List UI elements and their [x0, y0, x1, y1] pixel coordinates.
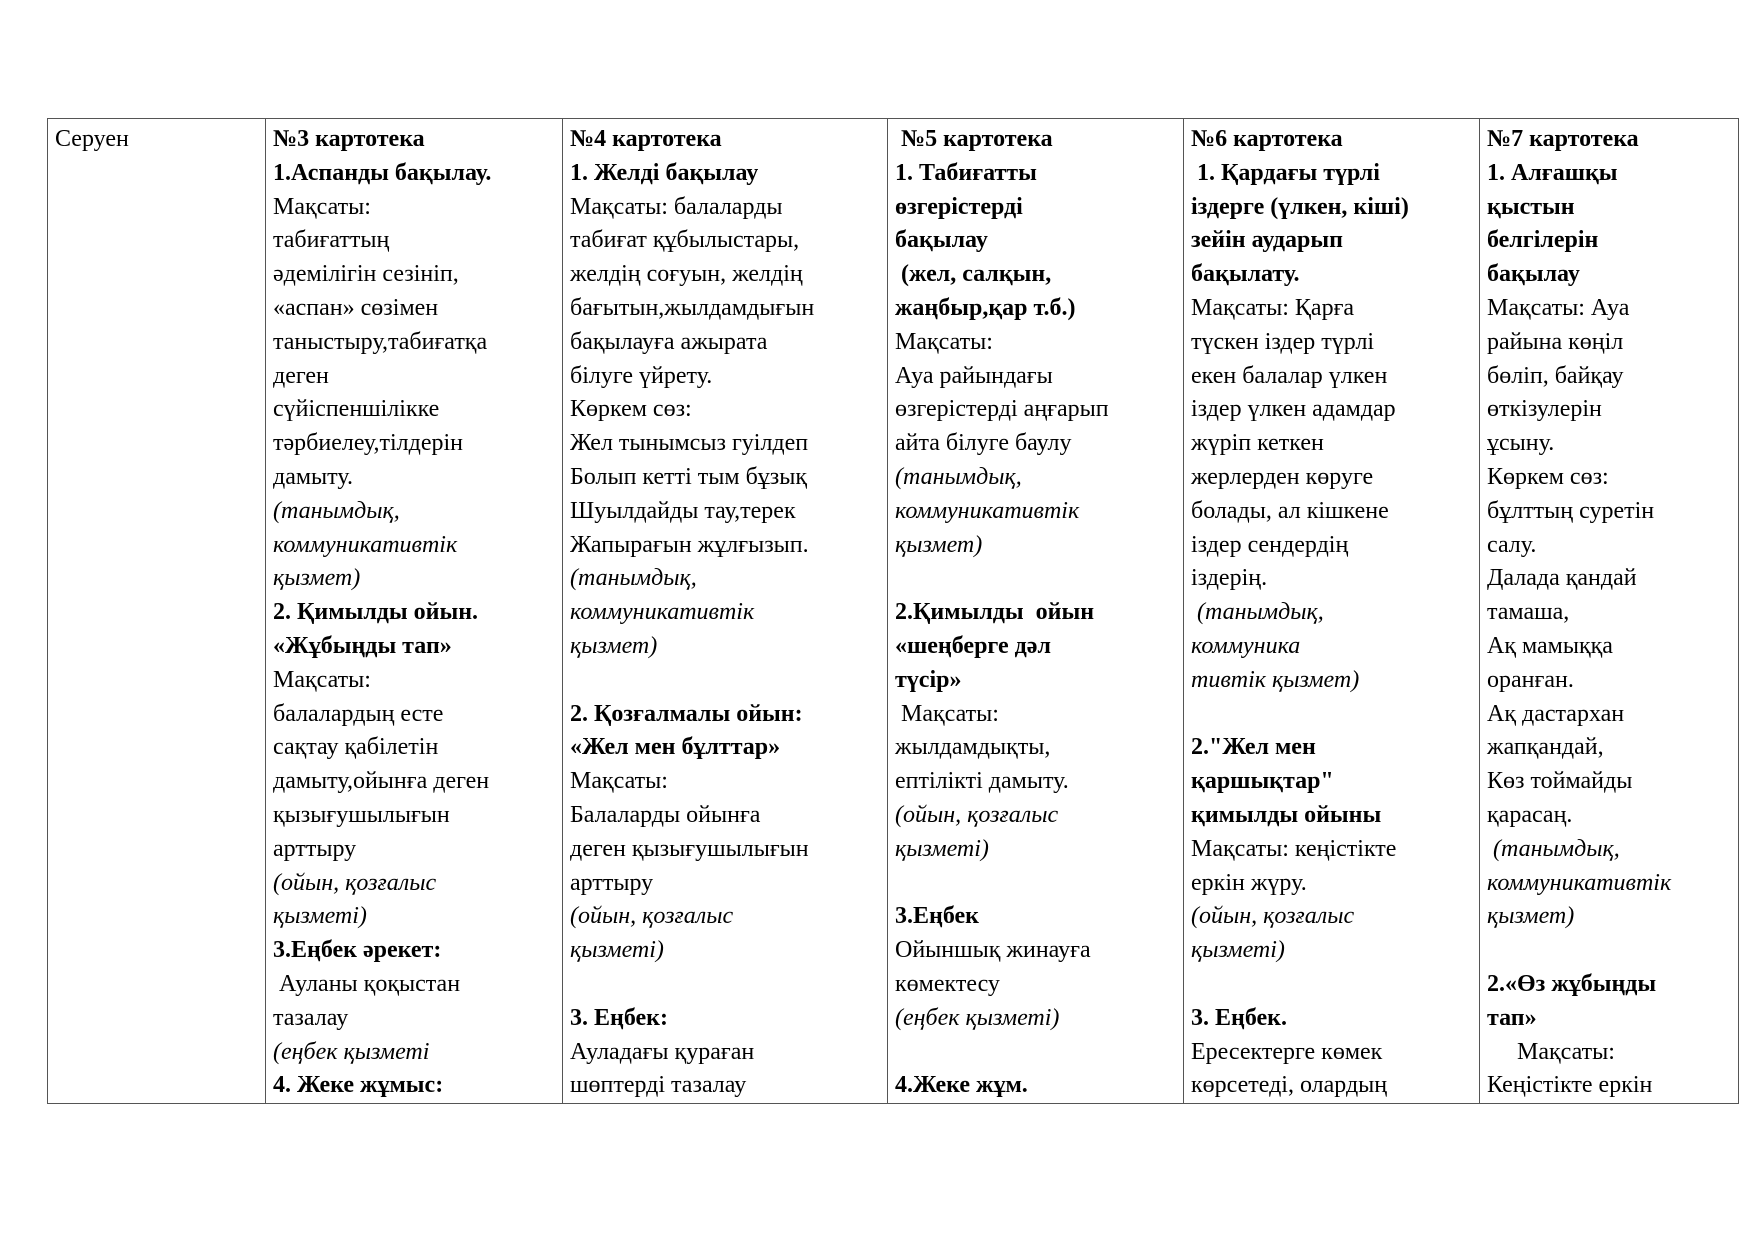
card-text-line: табиғат құбылыстары, [570, 227, 800, 254]
card-text-line: 4. Жеке жұмыс: [273, 1072, 444, 1099]
card-text-line [570, 664, 880, 698]
card-text-line: №4 картотека [570, 126, 722, 152]
card-text-line: қызмет) [895, 531, 983, 558]
card-text-line [1191, 698, 1472, 732]
card-text-line: таныстыру,табиғатқа [273, 328, 488, 355]
card-text-line: Ақ дастархан [1487, 700, 1625, 727]
card-text-line: «аспан» сөзімен [273, 294, 439, 321]
card-text-line: «Жұбыңды тап» [273, 632, 452, 659]
card-3-cell [266, 119, 563, 1104]
card-text-line: балалардың есте [273, 700, 444, 727]
card-text-line: 3.Еңбек әрекет: [273, 937, 442, 964]
card-4-cell [563, 119, 888, 1104]
card-text-line: түсір» [895, 666, 962, 693]
card-text-line: қызметі) [273, 903, 367, 930]
card-text-line: №7 картотека [1487, 126, 1639, 152]
card-text-line: (танымдық, [273, 497, 400, 524]
card-text-line: Жапырағын жұлғызып. [570, 531, 809, 558]
card-text-line [1191, 968, 1472, 1002]
card-text-line: өткізулерін [1487, 396, 1602, 423]
card-text-line: қызметі) [570, 937, 664, 964]
card-text-line: бақылау [895, 227, 988, 254]
card-text-line: бақылауға ажырата [570, 328, 768, 355]
card-text-line: (ойын, қозғалыс [895, 801, 1059, 828]
card-text-line: (еңбек қызметі [273, 1038, 430, 1065]
card-text-line: (танымдық, [895, 463, 1022, 490]
card-text-line: Ойыншық жинауға [895, 937, 1091, 964]
card-text-line: сүйіспеншілікке [273, 396, 440, 423]
card-text-line: 1. Табиғатты [895, 159, 1037, 186]
row-label-cell [48, 119, 266, 1104]
card-text-line: Көз тоймайды [1487, 768, 1633, 795]
card-text-line: (ойын, қозғалыс [570, 903, 734, 930]
card-text-line: тамаша, [1487, 599, 1570, 626]
card-text-line: қызметі) [895, 835, 989, 862]
card-text-line: Болып кетті тым бұзық [570, 463, 808, 490]
card-text-line: бақылау [1487, 261, 1580, 288]
card-text-line: көмектесу [895, 970, 1000, 997]
card-text-line: Балаларды ойынға [570, 801, 761, 828]
card-text-line: қызығушылығын [273, 801, 450, 828]
card-text-line [895, 867, 1176, 901]
card-text-line [570, 968, 880, 1002]
card-text-line: 1. Қардағы түрлі [1191, 159, 1380, 186]
row-label: Серуен [55, 126, 129, 152]
card-text-line: Ауладағы қураған [570, 1038, 755, 1065]
card-text-line: 4.Жеке жұм. [895, 1072, 1028, 1099]
card-text-line: түскен іздер түрлі [1191, 328, 1375, 355]
card-text-line: екен балалар үлкен [1191, 362, 1388, 389]
card-text-line: қыстын [1487, 193, 1575, 220]
card-7-cell [1480, 119, 1739, 1104]
card-text-line: (танымдық, [570, 565, 697, 592]
card-text-line: №6 картотека [1191, 126, 1343, 152]
card-text-line: деген қызығушылығын [570, 835, 809, 862]
card-text-line: (ойын, қозғалыс [273, 869, 437, 896]
card-text-line [895, 562, 1176, 596]
card-text-line: (еңбек қызметі) [895, 1004, 1060, 1031]
card-text-line: оранған. [1487, 666, 1574, 693]
card-text-line: зейін аударып [1191, 227, 1343, 254]
card-text-line: айта білуге баулу [895, 430, 1072, 457]
card-text-line: тап» [1487, 1004, 1537, 1031]
card-text-line: жерлерден көруге [1191, 463, 1374, 490]
card-text-line: жүріп кеткен [1191, 430, 1324, 457]
card-text-line: коммуникативтік [895, 497, 1080, 524]
card-5-cell [888, 119, 1184, 1104]
table-row [48, 119, 1739, 1104]
card-text-line: табиғаттың [273, 227, 390, 254]
card-text-line: коммуникативтік [273, 531, 458, 558]
card-text-line: болады, ал кішкене [1191, 497, 1389, 524]
card-text-line: Мақсаты: кеңістікте [1191, 835, 1397, 862]
card-text-line: тивтік қызмет) [1191, 666, 1360, 693]
card-text-line: (танымдық, [1487, 835, 1620, 862]
card-text-line: қимылды ойыны [1191, 801, 1382, 828]
card-text-line: шөптерді тазалау [570, 1072, 747, 1099]
card-text-line: Көркем сөз: [1487, 463, 1609, 490]
card-text-line: Мақсаты: [1487, 1038, 1615, 1065]
card-text-line: дамыту. [273, 463, 353, 490]
card-text-line: әдемілігін сезініп, [273, 261, 459, 288]
card-text-line: желдің соғуын, желдің [570, 261, 803, 288]
card-text-line: еркін жүру. [1191, 869, 1307, 896]
card-text-line: қызметі) [1191, 937, 1285, 964]
card-text-line: іздерің. [1191, 565, 1268, 592]
card-text-line: бақылату. [1191, 261, 1300, 288]
card-text-line: өзгерістерді аңғарып [895, 396, 1109, 423]
card-text-line: қызмет) [273, 565, 361, 592]
card-text-line: тәрбиелеу,тілдерін [273, 430, 463, 457]
card-text-line: қызмет) [570, 632, 658, 659]
card-text-line [1487, 934, 1731, 968]
card-text-line: қызмет) [1487, 903, 1575, 930]
card-text-line: 3.Еңбек [895, 903, 979, 930]
card-text-line: коммуникативтік [570, 599, 755, 626]
card-text-line: Ауланы қоқыстан [273, 970, 461, 997]
card-text-line: 1. Желді бақылау [570, 159, 759, 186]
card-text-line: (жел, салқын, [895, 261, 1052, 288]
card-text-line: жапқандай, [1487, 734, 1604, 761]
card-text-line: бағытын,жылдамдығын [570, 294, 815, 321]
card-text-line: Мақсаты: [273, 193, 371, 220]
card-text-line: Ауа райындағы [895, 362, 1053, 389]
card-text-line: 2. Қозғалмалы ойын: [570, 700, 803, 727]
card-text-line: 2. Қимылды ойын. [273, 599, 479, 626]
card-text-line: белгілерін [1487, 227, 1599, 254]
card-text-line: Мақсаты: [273, 666, 371, 693]
card-text-line: Мақсаты: Қарға [1191, 294, 1355, 321]
card-text-line: Мақсаты: Ауа [1487, 294, 1630, 321]
card-text-line: 1.Аспанды бақылау. [273, 159, 492, 186]
card-text-line: дамыту,ойынға деген [273, 768, 490, 795]
card-text-line: коммуникативтік [1487, 869, 1672, 896]
card-text-line: арттыру [273, 835, 357, 862]
card-text-line: іздер сендердің [1191, 531, 1349, 558]
card-text-line: жаңбыр,қар т.б.) [895, 294, 1076, 321]
card-text-line: қарасаң. [1487, 801, 1573, 828]
card-text-line: Жел тынымсыз гуілдеп [570, 430, 809, 457]
card-text-line: қаршықтар" [1191, 768, 1334, 795]
card-text-line: коммуника [1191, 632, 1301, 659]
card-text-line: Мақсаты: [570, 768, 668, 795]
card-text-line: 3. Еңбек. [1191, 1004, 1287, 1031]
card-text-line: деген [273, 362, 329, 389]
card-text-line: өзгерістерді [895, 193, 1023, 220]
card-text-line: №3 картотека [273, 126, 425, 152]
card-text-line: Мақсаты: [895, 700, 999, 727]
card-text-line: Шуылдайды тау,терек [570, 497, 796, 524]
card-text-line: 2.«Өз жұбыңды [1487, 970, 1657, 997]
card-text-line: (танымдық, [1191, 599, 1324, 626]
card-text-line: сақтау қабілетін [273, 734, 439, 761]
walk-plan-table [47, 118, 1739, 1104]
card-text-line: Көркем сөз: [570, 396, 692, 423]
card-text-line: жылдамдықты, [895, 734, 1051, 761]
card-text-line: 2.Қимылды ойын [895, 599, 1095, 626]
card-text-line: №5 картотека [895, 126, 1053, 152]
card-text-line [895, 1036, 1176, 1070]
card-text-line: арттыру [570, 869, 654, 896]
card-text-line: 1. Алғашқы [1487, 159, 1618, 186]
card-text-line: Ересектерге көмек [1191, 1038, 1383, 1065]
card-text-line: бөліп, байқау [1487, 362, 1624, 389]
card-6-cell [1184, 119, 1480, 1104]
card-text-line: «Жел мен бұлттар» [570, 734, 781, 761]
card-text-line: көрсетеді, олардың [1191, 1072, 1388, 1099]
card-text-line: іздер үлкен адамдар [1191, 396, 1396, 423]
card-text-line: Кеңістікте еркін [1487, 1072, 1653, 1099]
card-text-line: Мақсаты: балаларды [570, 193, 783, 220]
card-text-line: Далада қандай [1487, 565, 1637, 592]
card-text-line: 2."Жел мен [1191, 734, 1316, 761]
card-text-line: 3. Еңбек: [570, 1004, 668, 1031]
card-text-line: іздерге (үлкен, кіші) [1191, 193, 1409, 220]
card-text-line: (ойын, қозғалыс [1191, 903, 1355, 930]
card-text-line: «шеңберге дәл [895, 632, 1051, 659]
card-text-line: ептілікті дамыту. [895, 768, 1069, 795]
card-text-line: ұсыну. [1487, 430, 1555, 457]
card-text-line: Мақсаты: [895, 328, 993, 355]
card-text-line: Ақ мамыққа [1487, 632, 1613, 659]
card-text-line: білуге үйрету. [570, 362, 713, 389]
card-text-line: бұлттың суретін [1487, 497, 1655, 524]
card-text-line: райына көңіл [1487, 328, 1624, 355]
card-text-line: тазалау [273, 1004, 349, 1031]
card-text-line: салу. [1487, 531, 1537, 558]
